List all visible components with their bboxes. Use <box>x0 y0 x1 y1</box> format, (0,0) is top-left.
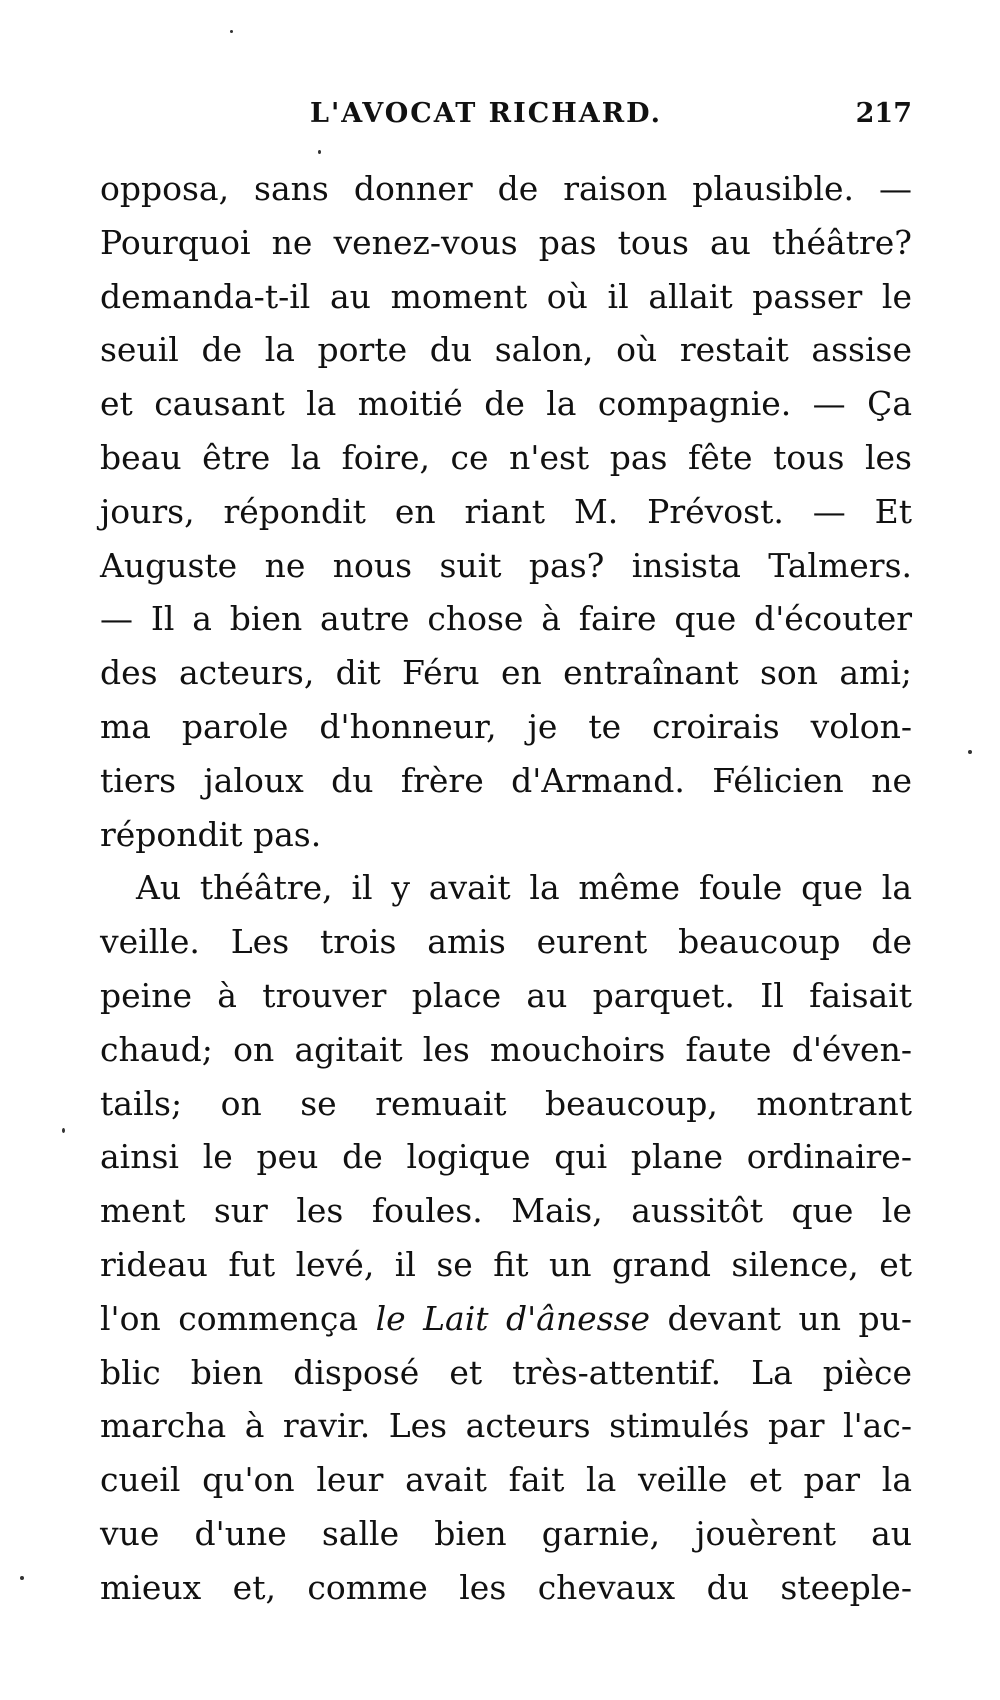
running-title: L'AVOCAT RICHARD. <box>310 98 662 129</box>
text-line: peine à trouver place au parquet. Il faisait <box>100 975 912 1015</box>
text-line: marcha à ravir. Les acteurs stimulés par l'ac- <box>100 1406 912 1446</box>
text-fragment: l'on commença <box>100 1298 359 1338</box>
text-line: — Il a bien autre chose à faire que d'écouter <box>100 599 912 639</box>
print-speck <box>62 1128 65 1133</box>
text-line: ainsi le peu de logique qui plane ordinaire- <box>100 1137 912 1177</box>
text-line: tails; on se remuait beaucoup, montrant <box>100 1083 912 1123</box>
print-speck <box>230 30 233 33</box>
text-line: demanda-t-il au moment où il allait passer le <box>100 276 912 316</box>
running-head <box>100 98 912 134</box>
text-line: mieux et, comme les chevaux du steeple- <box>100 1567 912 1607</box>
text-line: Au théâtre, il y avait la même foule que la <box>136 868 912 908</box>
print-speck <box>318 150 321 154</box>
text-line: Auguste ne nous suit pas? insista Talmers. <box>100 545 912 585</box>
text-line: des acteurs, dit Féru en entraînant son ami; <box>100 653 912 693</box>
text-line: ma parole d'honneur, je te croirais volon- <box>100 706 912 746</box>
print-speck <box>20 1576 24 1580</box>
page-number: 217 <box>855 98 912 129</box>
text-line: chaud; on agitait les mouchoirs faute d'éven- <box>100 1029 912 1069</box>
text-line: Pourquoi ne venez-vous pas tous au théâtre? <box>100 222 912 262</box>
text-line <box>100 1292 912 1346</box>
text-line: veille. Les trois amis eurent beaucoup de <box>100 922 912 962</box>
text-line: ment sur les foules. Mais, aussitôt que le <box>100 1191 912 1231</box>
body-text <box>100 162 912 1615</box>
text-line: opposa, sans donner de raison plausible. — <box>100 169 912 208</box>
text-fragment: devant un pu- <box>667 1298 912 1338</box>
text-line: et causant la moitié de la compagnie. — Ça <box>100 384 912 424</box>
print-speck <box>968 750 972 754</box>
text-line: beau être la foire, ce n'est pas fête tous les <box>100 437 912 477</box>
play-title: le Lait d'ânesse <box>375 1298 651 1338</box>
text-line: vue d'une salle bien garnie, jouèrent au <box>100 1513 912 1553</box>
text-line: répondit pas. <box>100 814 322 854</box>
text-line: cueil qu'on leur avait fait la veille et par la <box>100 1460 912 1500</box>
text-line: tiers jaloux du frère d'Armand. Félicien ne <box>100 760 912 800</box>
text-line: blic bien disposé et très-attentif. La pièce <box>100 1352 912 1392</box>
text-line: jours, répondit en riant M. Prévost. — Et <box>100 491 912 531</box>
text-line: rideau fut levé, il se fit un grand silence, et <box>100 1244 912 1284</box>
text-line: seuil de la porte du salon, où restait assise <box>100 330 912 370</box>
